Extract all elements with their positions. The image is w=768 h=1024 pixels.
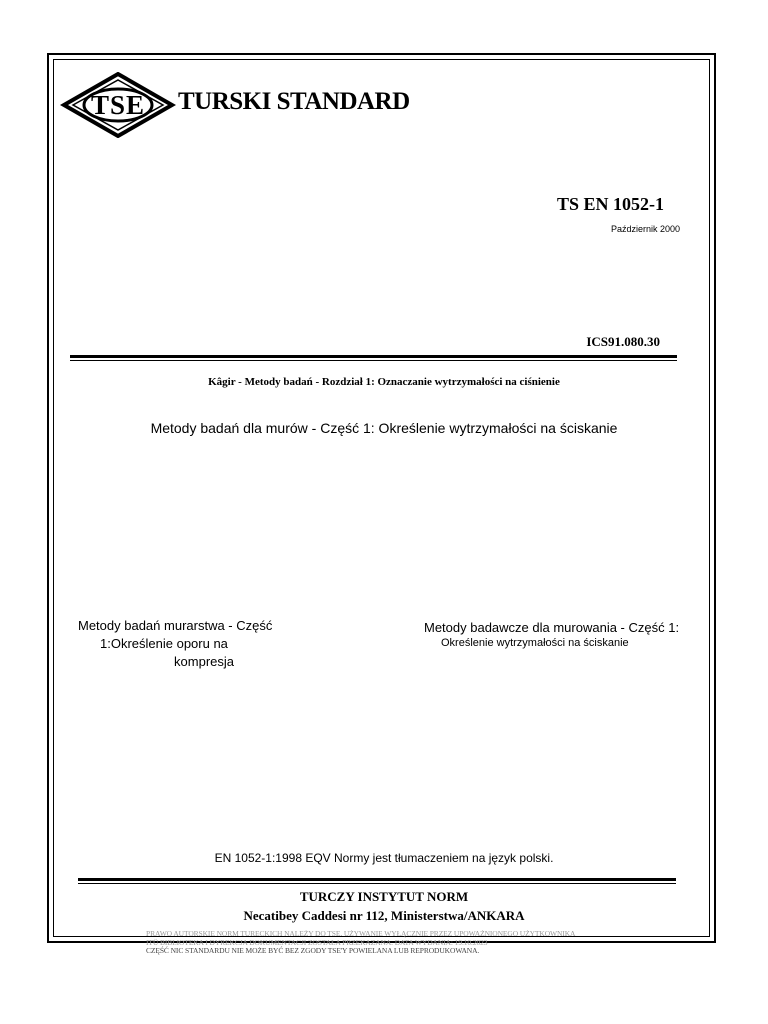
organization-name: TURCZY INSTYTUT NORM bbox=[299, 889, 469, 904]
alternative-title-left bbox=[78, 617, 278, 671]
organization-address: Necatibey Caddesi nr 112, Ministerstwa/ANKARA bbox=[243, 908, 525, 923]
brand-title: TURSKI STANDARD bbox=[178, 88, 410, 115]
alt-left-line-2: 1:Określenie oporu na bbox=[100, 636, 228, 651]
alt-left-line-3: kompresja bbox=[174, 654, 234, 669]
alt-right-line-2: Określenie wytrzymałości na ściskanie bbox=[441, 637, 629, 649]
notice-line-1: PRAWO AUTORSKIE NORM TURECKICH NALEŻY DO TSE. UŻYWANIE WYŁĄCZNIE PRZEZ UPOWAŻNIONEGO UŻYTKOWNIKA bbox=[146, 929, 576, 938]
copyright-notice bbox=[146, 930, 616, 956]
footer-divider bbox=[78, 878, 676, 884]
publication-date: Październik 2000 bbox=[610, 224, 680, 234]
title-turkish: Kâgir - Metody badań - Rozdział 1: Oznaczanie wytrzymałości na ciśnienie bbox=[208, 376, 560, 388]
page-border-inner bbox=[53, 59, 710, 937]
title-polish: Metody badań dla murów - Część 1: Określenie wytrzymałości na ściskanie bbox=[150, 420, 618, 436]
alt-right-line-1: Metody badawcze dla murowania - Część 1: bbox=[424, 620, 680, 635]
ics-code: ICS91.080.30 bbox=[586, 334, 660, 349]
notice-line-3: CZĘŚĆ NIC STANDARDU NIE MOŻE BYĆ BEZ ZGODY TSE'Y POWIELANA LUB REPRODUKOWANA. bbox=[146, 946, 480, 955]
tse-logo bbox=[60, 72, 176, 138]
header-divider bbox=[70, 355, 677, 361]
alt-left-line-1: Metody badań murarstwa - Część bbox=[78, 618, 273, 633]
standard-number: TS EN 1052-1 bbox=[556, 194, 664, 214]
svg-text:TSE: TSE bbox=[90, 90, 146, 120]
notice-line-2: ITÜ BIBLIOTEKA I DYREKCJA DOKUMENTACJI ZOSTAŁA PRZEKAZANA. DATA WYDANIA: 19.10.2023 bbox=[146, 937, 488, 947]
equivalence-note: EN 1052-1:1998 EQV Normy jest tłumaczeniem na język polski. bbox=[214, 851, 554, 865]
